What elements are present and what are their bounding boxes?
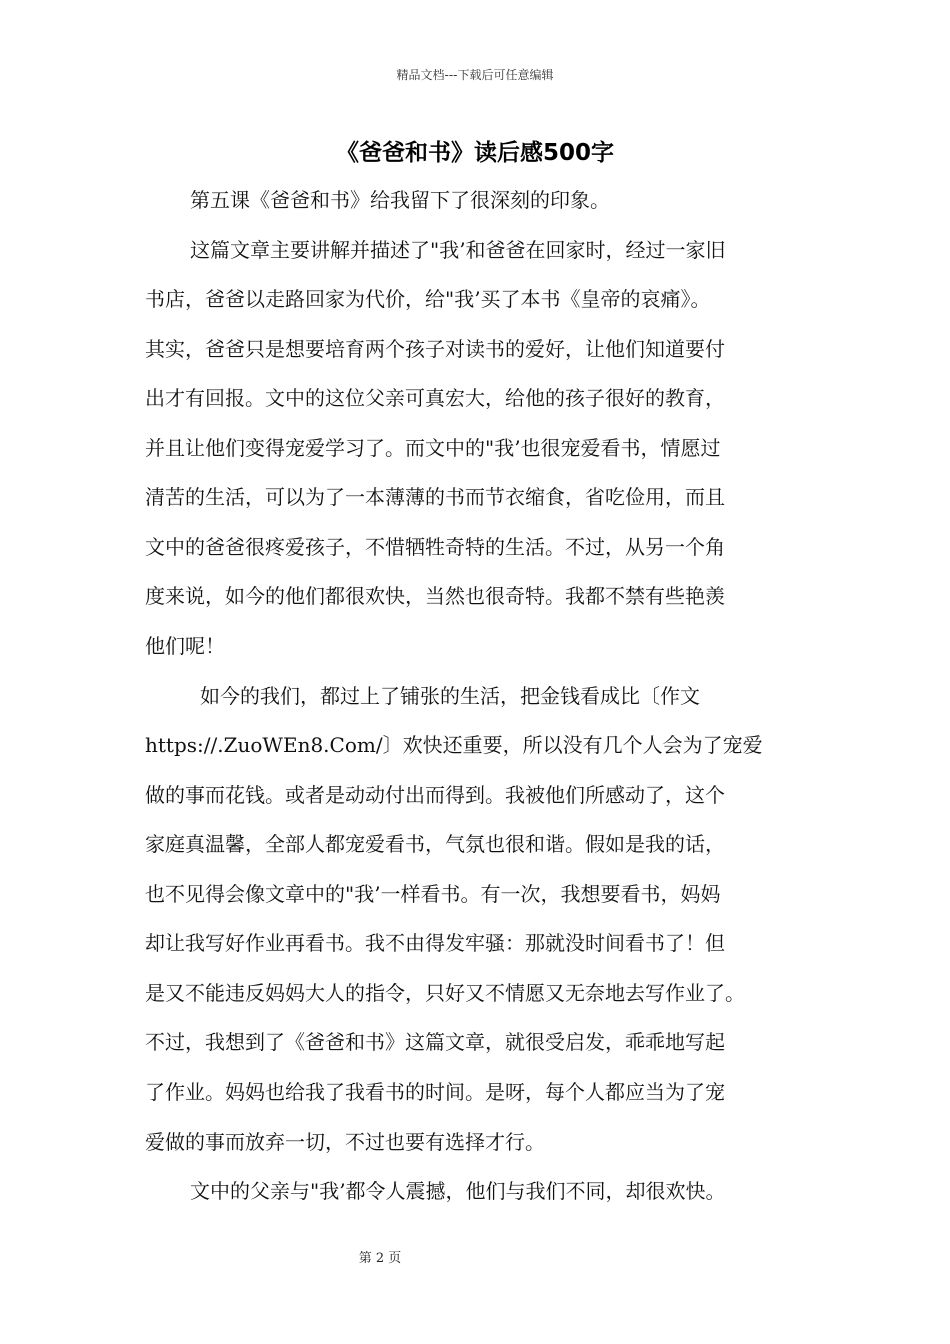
body-line: 他们呢！ xyxy=(145,634,225,658)
body-line: 不过，我想到了《爸爸和书》这篇文章，就很受启发，乖乖地写起 xyxy=(145,1030,725,1054)
body-line: 第五课《爸爸和书》给我留下了很深刻的印象。 xyxy=(190,188,610,212)
body-line: 是又不能违反妈妈大人的指令，只好又不情愿又无奈地去写作业了。 xyxy=(145,981,745,1005)
body-line: 这篇文章主要讲解并描述了"我’和爸爸在回家时，经过一家旧 xyxy=(190,238,726,262)
page-header: 精品文档---下载后可任意编辑 xyxy=(396,68,554,82)
body-line: 出才有回报。文中的这位父亲可真宏大，给他的孩子很好的教育， xyxy=(145,386,725,410)
page-footer: 第 2 页 xyxy=(358,1251,402,1266)
body-line: 其实，爸爸只是想要培育两个孩子对读书的爱好，让他们知道要付 xyxy=(145,337,725,361)
body-line: 文中的父亲与"我’都令人震撼，他们与我们不同，却很欢快。 xyxy=(190,1179,726,1203)
body-line: 家庭真温馨，全部人都宠爱看书，气氛也很和谐。假如是我的话， xyxy=(145,832,725,856)
body-line: 了作业。妈妈也给我了我看书的时间。是呀，每个人都应当为了宠 xyxy=(145,1080,725,1104)
body-line: 清苦的生活，可以为了一本薄薄的书而节衣缩食，省吃俭用，而且 xyxy=(145,485,725,509)
body-line: 做的事而花钱。或者是动动付出而得到。我被他们所感动了，这个 xyxy=(145,783,725,807)
body-line: 也不见得会像文章中的"我’一样看书。有一次，我想要看书，妈妈 xyxy=(145,882,721,906)
body-line: 并且让他们变得宠爱学习了。而文中的"我’也很宠爱看书，情愿过 xyxy=(145,436,721,460)
document-title: 《爸爸和书》读后感500字 xyxy=(335,140,614,166)
body-line: 度来说，如今的他们都很欢快，当然也很奇特。我都不禁有些艳羡 xyxy=(145,584,725,608)
body-line: 爱做的事而放弃一切，不过也要有选择才行。 xyxy=(145,1130,545,1154)
body-line: https://.ZuoWEn8.Com/〕欢快还重要，所以没有几个人会为了宠爱 xyxy=(145,733,763,757)
body-line: 文中的爸爸很疼爱孩子，不惜牺牲奇特的生活。不过，从另一个角 xyxy=(145,535,725,559)
body-line: 书店，爸爸以走路回家为代价，给"我’买了本书《皇帝的哀痛》。 xyxy=(145,287,711,311)
body-line: 如今的我们，都过上了铺张的生活，把金钱看成比〔作文 xyxy=(200,684,700,708)
body-line: 却让我写好作业再看书。我不由得发牢骚：那就没时间看书了！但 xyxy=(145,931,725,955)
